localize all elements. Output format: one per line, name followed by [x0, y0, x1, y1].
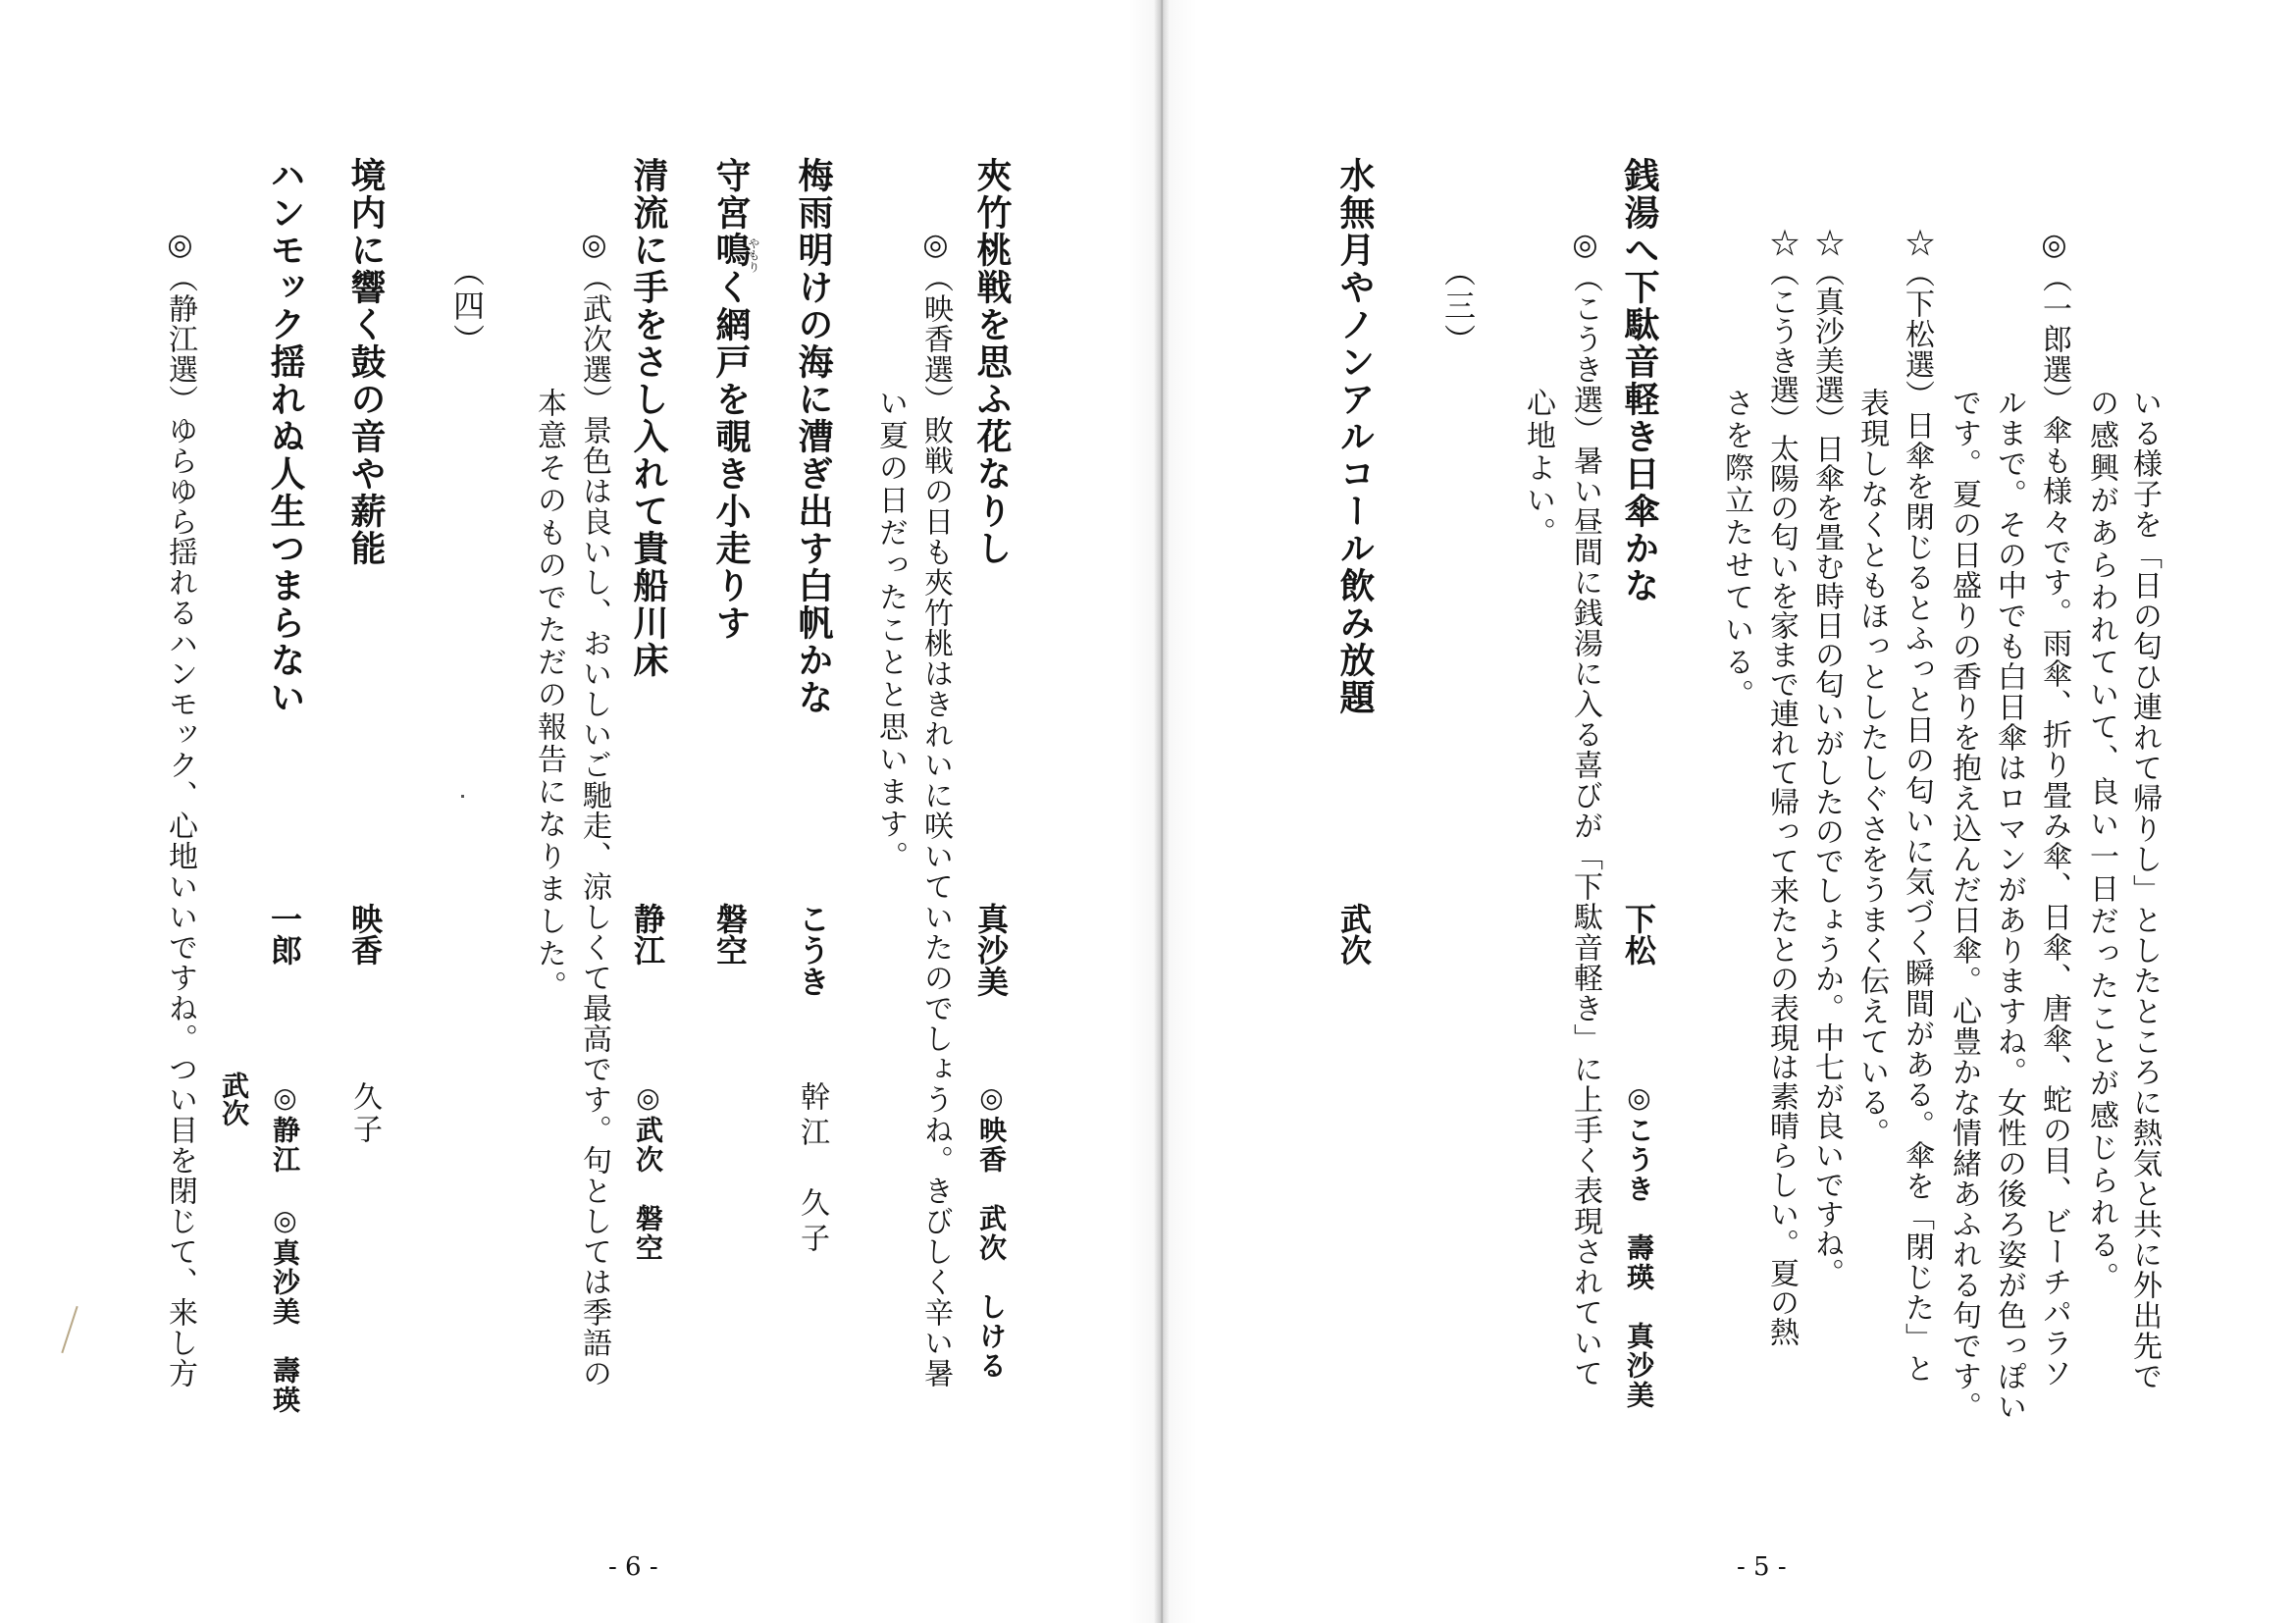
haiku-minazuki: 水無月やノンアルコール飲み放題	[1334, 157, 1375, 716]
haiku-selectors: 武次	[218, 1072, 250, 1126]
haiku-selectors: ◎映香 武次 しける	[975, 1081, 1008, 1381]
haiku-author: こうき	[794, 903, 831, 997]
comment-ichiro-line: ルまで。その中でも白日傘はロマンがありますね。女性の後ろ姿が色っぽい	[1992, 388, 2026, 1422]
comment-sento-line: ◎（こうき選）暑い昼間に銭湯に入る喜びが「下駄音軽き」に上手く表現されていて	[1568, 228, 1602, 1388]
comment-kouki-line: さを際立たせている。	[1719, 388, 1753, 711]
haiku-selectors: 久子	[347, 1081, 382, 1146]
haiku-selectors: ◎武次 磐空	[632, 1081, 664, 1263]
commentary-line: の感興があらわれていて、良い一日だったことが感じられる。	[2084, 388, 2118, 1294]
section-heading: （三）	[1439, 255, 1477, 358]
haiku-author: 一郎	[266, 903, 303, 966]
haiku-yamori: 守宮鳴く網戸を覗き小走りす	[710, 157, 751, 642]
haiku-selectors: 幹江 久子	[795, 1081, 829, 1258]
haiku-selectors: ◎こうき 壽瑛 真沙美	[1623, 1081, 1655, 1410]
haiku-keidai: 境内に響く鼓の音や薪能	[345, 157, 386, 567]
comment-shimomatsu-line: 表現しなくともほっとしたしぐさをうまく伝えている。	[1854, 388, 1889, 1148]
comment-takeji-line: 本意そのものでただの報告になりました。	[532, 388, 566, 1003]
comment-shimomatsu-line: ☆（下松選）日傘を閉じるとふっと日の匂いに気づく瞬間がある。傘を「閉じた」と	[1900, 228, 1934, 1384]
haiku-author: 下松	[1620, 903, 1657, 966]
section-heading: （四）	[448, 255, 486, 358]
page-number: - 5 -	[1737, 1552, 1787, 1582]
paper-speck	[461, 795, 464, 798]
comment-masami-line: ☆（真沙美選）日傘を畳む時日の匂いがしたのでしょうか。中七が良いですね。	[1809, 228, 1844, 1287]
comment-takeji-line: ◎（武次選）景色は良いし、おいしいご馳走、涼しくて最高です。句としては季語の	[577, 228, 611, 1388]
haiku-selectors: ◎静江 ◎真沙美 壽瑛	[269, 1081, 301, 1415]
comment-sento-line: 心地よい。	[1521, 388, 1555, 550]
page-number: - 6 -	[608, 1552, 658, 1582]
haiku-tsuyu: 梅雨明けの海に漕ぎ出す白帆かな	[793, 157, 833, 716]
ruby-reading: やもり	[747, 237, 760, 273]
comment-kouki-line: ☆（こうき選）太陽の匂いを家まで連れて帰って来たとの表現は素晴らしい。夏の熱	[1764, 228, 1799, 1346]
haiku-sento: 銭湯へ下駄音軽き日傘かな	[1619, 157, 1659, 604]
commentary-line: いる様子を「日の匂ひ連れて帰りし」としたところに熱気と共に外出先で	[2127, 388, 2162, 1391]
haiku-author: 真沙美	[972, 903, 1010, 997]
haiku-kyouchikutou: 夾竹桃戦を思ふ花なりし	[971, 157, 1012, 567]
comment-ichiro-line: ◎（一郎選）傘も様々です。雨傘、折り畳み傘、日傘、唐傘、蛇の目、ビーチパラソ	[2037, 228, 2071, 1388]
comment-shizue-line: ◎（静江選）ゆらゆら揺れるハンモック、心地いいですね。つい目を閉じて、来し方	[163, 228, 197, 1388]
haiku-hammock: ハンモック揺れぬ人生つまらない	[265, 157, 305, 716]
haiku-seiryu: 清流に手をさし入れて貴船川床	[628, 157, 668, 679]
comment-ichiro-line: です。夏の日盛りの香りを抱え込んだ日傘。心豊かな情緒あふれる句です。	[1947, 388, 1981, 1422]
comment-eika-line: い夏の日だったことと思います。	[873, 388, 908, 873]
haiku-author: 映香	[346, 903, 384, 966]
paper-speck	[61, 1306, 78, 1353]
comment-eika-line: ◎（映香選）敗戦の日も夾竹桃はきれいに咲いていたのでしょうね。きびしく辛い暑	[918, 228, 953, 1388]
book-spine	[1154, 0, 1170, 1623]
haiku-author: 磐空	[711, 903, 749, 966]
haiku-author: 武次	[1335, 903, 1373, 966]
haiku-author: 静江	[629, 903, 666, 966]
